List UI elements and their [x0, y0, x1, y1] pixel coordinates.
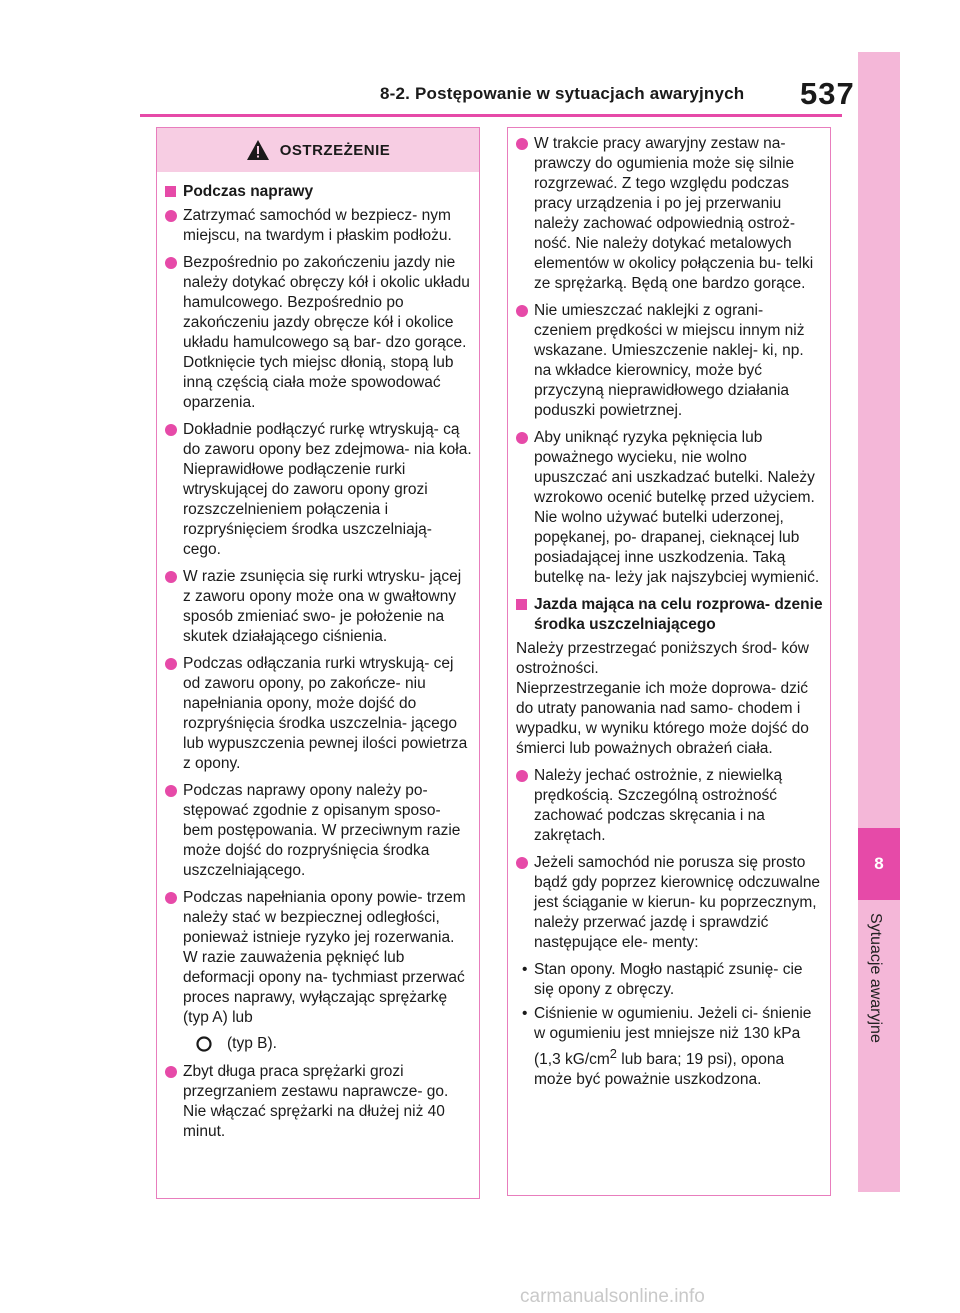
item-text: Zatrzymać samochód w bezpiecz- nym miejscu, na twardym i płaskim podłożu.: [183, 207, 452, 244]
superscript: 2: [609, 1046, 617, 1061]
type-b-line: [165, 1034, 473, 1054]
warning-triangle-icon: [246, 139, 270, 161]
item-text: Bezpośrednio po zakończeniu jazdy nie należy dotykać obręczy kół i okolic układu hamulcowego. Bezpośrednio po zakończeniu jazdy obręcze kół i okolice układu hamulcowego są bar- dzo gorące. Dotknięcie tych miejsc dłonią, stopą lub inną częścią ciała może spowodować oparzenia.: [183, 254, 470, 411]
paragraph: Należy przestrzegać poniższych środ- ków ostrożności.: [516, 640, 809, 677]
subhead-repair: [165, 182, 473, 202]
item-text: Podczas odłączania rurki wtryskują- cej od zaworu opony, po zakończe- niu napełniania opony, może dojść do rozpryśnięcia środka uszczelnia- jącego lub wypuszczenia pewnej ilości powietrza z opony.: [183, 655, 468, 772]
warning-title: OSTRZEŻENIE: [279, 141, 391, 159]
subhead-text: Jazda mająca na celu rozprowa- dzenie środka uszczelniającego: [534, 596, 823, 633]
square-bullet-icon: [516, 599, 527, 610]
bullet-mark: •: [522, 961, 528, 978]
dot-bullet-icon: [165, 210, 177, 222]
list-item: [516, 428, 824, 588]
warning-box-left: [156, 127, 480, 1199]
square-bullet-icon: [165, 186, 176, 197]
dot-bullet-icon: [516, 857, 528, 869]
list-item: [516, 853, 824, 953]
watermark: carmanualsonline.info: [520, 1286, 705, 1307]
chapter-label: Sytuacje awaryjne: [867, 913, 884, 1043]
dot-bullet-icon: [516, 138, 528, 150]
dot-bullet-icon: [165, 658, 177, 670]
item-text: Podczas napełniania opony powie- trzem należy stać w bezpiecznej odległości, ponieważ istnieje ryzyko jej rozerwania. W razie zauważenia pęknięć lub deformacji opony na- tychmiast przerwać proces naprawy, wyłączając sprężarkę (typ A) lub: [183, 889, 466, 1026]
item-text: Należy jechać ostrożnie, z niewielką prędkością. Szczególną ostrożność zachować podczas skręcania i na zakrętach.: [534, 767, 783, 844]
dot-bullet-icon: [165, 424, 177, 436]
list-item: [165, 781, 473, 881]
header-rule: [140, 114, 842, 117]
chapter-number-badge: 8: [858, 828, 900, 900]
list-item: [516, 134, 824, 294]
subhead-driving: [516, 595, 824, 635]
item-text: Nie umieszczać naklejki z ograni- czeniem prędkości w miejscu innym niż wskazane. Umieszczenie naklej- ki, np. na wkładce kierownicy, może być przyczyną nieprawidłowego działania poduszki powietrznej.: [534, 302, 805, 419]
dot-bullet-icon: [165, 257, 177, 269]
item-text: Aby uniknąć ryzyka pęknięcia lub poważnego wycieku, nie wolno upuszczać ani uszkadzać butelki. Należy wzrokowo ocenić butelkę przed użyciem. Nie wolno używać butelki uderzonej, popękanej, po- drapanej, cieknącej lub posiadającej inne uszkodzenia. Taką butelkę na- leży jak najszybciej wymienić.: [534, 429, 820, 586]
list-item: [165, 206, 473, 246]
list-item: [516, 301, 824, 421]
dot-bullet-icon: [165, 1066, 177, 1078]
item-text: Podczas naprawy opony należy po- stępować zgodnie z opisanym sposo- bem postępowania. W przeciwnym razie może dojść do rozpryśnięcia środka uszczelniającego.: [183, 782, 461, 879]
item-text: W razie zsunięcia się rurki wtrysku- jącej z zaworu opony może ona w gwałtowny sposób zmieniać swo- je położenie na skutek działającego ciśnienia.: [183, 568, 462, 645]
item-text: Dokładnie podłączyć rurkę wtryskują- cą do zaworu opony bez zdejmowa- nia koła. Nieprawidłowe podłączenie rurki wtryskującej do zaworu opony grozi rozszczelnieniem połączenia i rozpryśnięciem środka uszczelniają- cego.: [183, 421, 472, 558]
list-item: [165, 888, 473, 1028]
item-text: W trakcie pracy awaryjny zestaw na- prawczy do ogumienia może się silnie rozgrzewać. Z tego względu podczas pracy urządzenia i po jej przerwaniu należy zachować odpowiednią ostroż- ność. Nie należy dotykać metalowych elementów w okolicy połączenia bu- telki ze sprężarką. Będą one bardzo gorące.: [534, 135, 814, 292]
paragraph: Nieprzestrzeganie ich może doprowa- dzić do utraty panowania nad samo- chodem i wypadku, w wyniku którego może dojść do śmierci lub poważnych obrażeń ciała.: [516, 680, 809, 757]
section-title: 8-2. Postępowanie w sytuacjach awaryjnych: [380, 84, 745, 103]
right-column: [508, 128, 830, 1090]
list-item: [165, 1062, 473, 1142]
warning-header: [157, 128, 479, 172]
list-item: [165, 567, 473, 647]
left-column: [157, 172, 479, 1142]
dot-bullet-icon: [516, 305, 528, 317]
bullet-item: [516, 1004, 824, 1090]
list-item: [516, 766, 824, 846]
bullet-text: Stan opony. Mogło nastąpić zsunię- cie się opony z obręczy.: [534, 961, 803, 998]
item-text: Zbyt długa praca sprężarki grozi przegrzaniem zestawu naprawcze- go. Nie włączać sprężarki na dłużej niż 40 minut.: [183, 1063, 449, 1140]
power-button-icon: [195, 1035, 213, 1053]
item-text: Jeżeli samochód nie porusza się prosto bądź gdy poprzez kierownicę odczuwalne jest ściąganie w kierun- ku poprzecznym, należy przerwać jazdę i sprawdzić następujące ele- menty:: [534, 854, 821, 951]
list-item: [165, 253, 473, 413]
bullet-item: [516, 960, 824, 1000]
dot-bullet-icon: [165, 571, 177, 583]
subhead-text: Podczas naprawy: [183, 183, 314, 200]
dot-bullet-icon: [516, 770, 528, 782]
dot-bullet-icon: [516, 432, 528, 444]
dot-bullet-icon: [165, 785, 177, 797]
list-item: [165, 654, 473, 774]
bullet-text: Ciśnienie w ogumieniu. Jeżeli ci- śnienie w ogumieniu jest mniejsze niż 130 kPa (1,3 kG/cm: [534, 1005, 812, 1069]
warning-box-right: [507, 127, 831, 1196]
bullet-mark: •: [522, 1005, 528, 1022]
list-item: [165, 420, 473, 560]
bullet-text-after: lub bara; 19 psi), opona może być poważnie uszkodzona.: [534, 1051, 785, 1089]
dot-bullet-icon: [165, 892, 177, 904]
type-b-text: (typ B).: [227, 1035, 277, 1052]
page-number: 537: [800, 76, 855, 111]
